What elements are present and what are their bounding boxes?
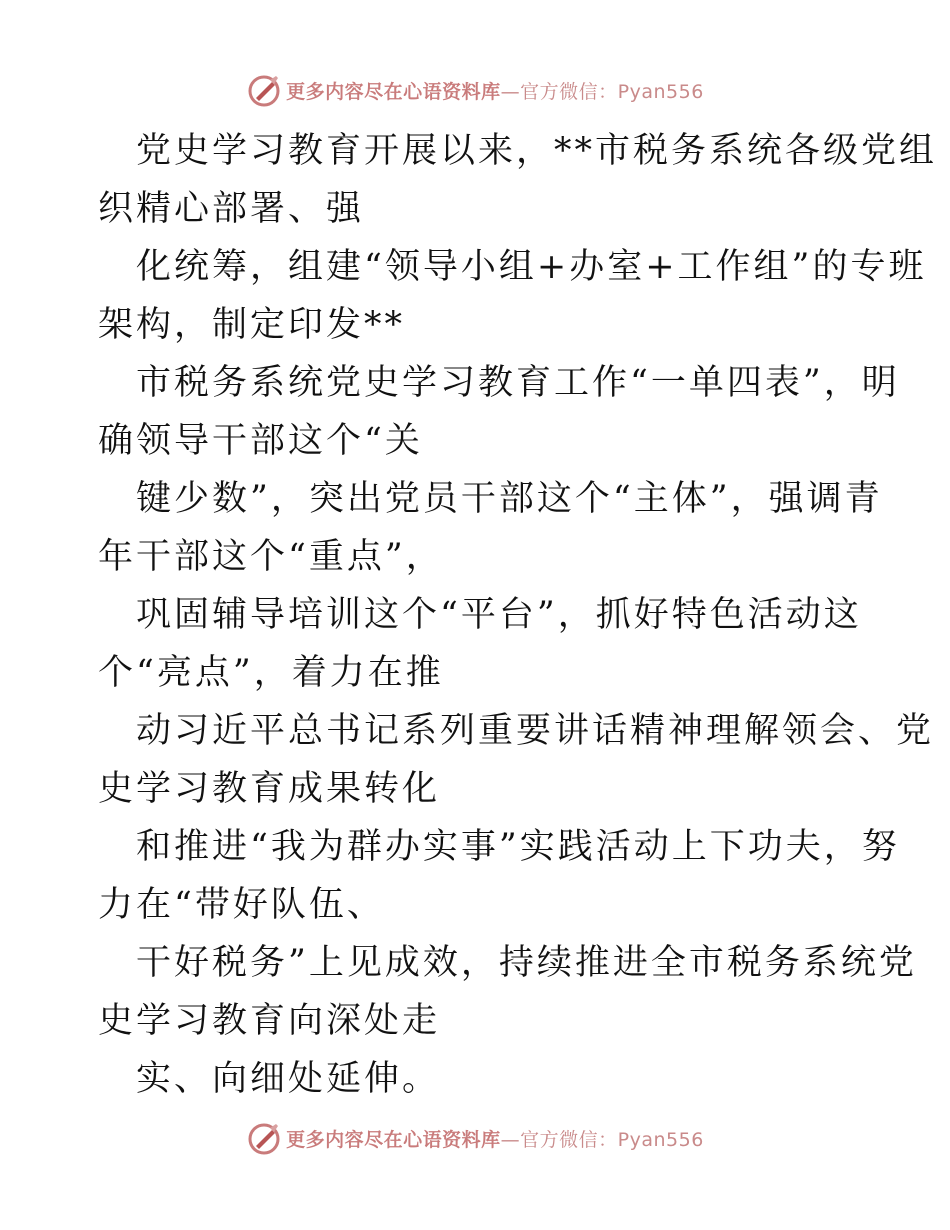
watermark-header-inner [246,72,704,108]
pen-logo-icon [246,72,282,108]
body-line: 织精心部署、强 [98,189,365,229]
watermark-footer-inner [246,1120,704,1156]
body-line: 和推进“我为群办实事”实践活动上下功夫，努 [136,827,900,867]
body-line: 个“亮点”，着力在推 [98,653,444,693]
watermark-footer-text [286,1125,704,1152]
body-text [98,122,938,1108]
body-line: 市税务系统党史学习教育工作“一单四表”，明 [136,363,900,403]
watermark-separator: — [500,80,521,103]
body-line: 化统筹，组建“领导小组+办室+工作组”的专班 [136,247,927,287]
body-line: 干好税务”上见成效，持续推进全市税务系统党 [136,943,917,983]
body-line: 键少数”，突出党员干部这个“主体”，强调青 [136,479,883,519]
body-line: 史学习教育向深处走 [98,1001,441,1041]
body-line: 力在“带好队伍、 [98,885,385,925]
watermark-brand: 更多内容尽在心语资料库 [286,1128,501,1151]
body-line: 动习近平总书记系列重要讲话精神理解领会、党 [136,711,935,751]
watermark-brand: 更多内容尽在心语资料库 [286,80,501,103]
body-line: 架构，制定印发** [98,305,406,345]
watermark-header-text [286,77,704,104]
body-line: 实、向细处延伸。 [136,1059,441,1099]
pen-logo-icon [246,1120,282,1156]
watermark-footer [0,1118,950,1158]
body-line: 史学习教育成果转化 [98,769,441,809]
body-line: 年干部这个“重点”， [98,537,444,577]
watermark-header [0,70,950,110]
watermark-wechat: 官方微信：Pyan556 [520,80,704,103]
watermark-separator: — [500,1128,521,1151]
body-line: 确领导干部这个“关 [98,421,423,461]
body-line: 党史学习教育开展以来，**市税务系统各级党组 [136,131,938,171]
body-line: 巩固辅导培训这个“平台”，抓好特色活动这 [136,595,862,635]
watermark-wechat: 官方微信：Pyan556 [520,1128,704,1151]
